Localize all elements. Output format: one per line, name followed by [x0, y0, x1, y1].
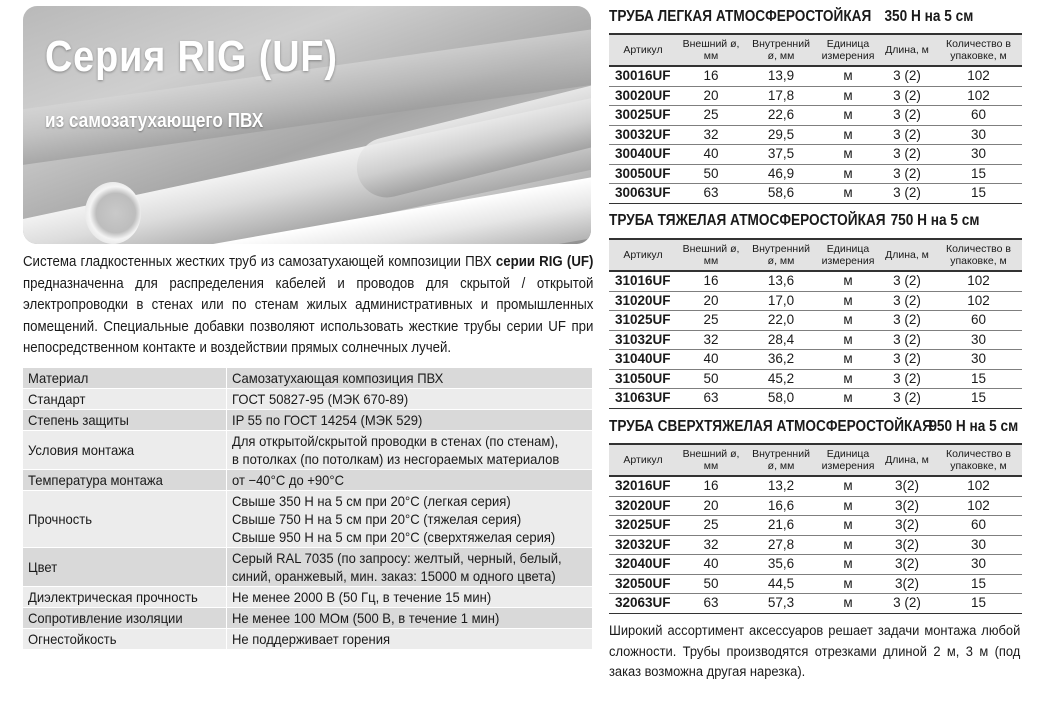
unit: м: [817, 184, 879, 204]
table-row: [609, 330, 1022, 350]
property-value: Серый RAL 7035 (по запросу: желтый, черный, белый, синий, оранжевый, мин. заказ: 15000 м одного цвета): [226, 548, 592, 587]
length: 3(2): [879, 476, 935, 496]
column-header: Длина, м: [879, 34, 935, 66]
inner-diameter: 21,6: [745, 516, 817, 536]
unit: м: [817, 555, 879, 575]
outer-diameter: 50: [677, 369, 745, 389]
inner-diameter: 13,2: [745, 476, 817, 496]
column-header: Длина, м: [879, 239, 935, 271]
table-row: [609, 574, 1022, 594]
unit: м: [817, 594, 879, 614]
package-quantity: 15: [935, 369, 1022, 389]
article-code: 31032UF: [609, 330, 677, 350]
table-header-row: [609, 34, 1022, 66]
column-header: Внешний ø, мм: [677, 444, 745, 476]
length: 3 (2): [879, 594, 935, 614]
article-code: 30040UF: [609, 145, 677, 165]
article-code: 32025UF: [609, 516, 677, 536]
property-row: [23, 587, 592, 608]
package-quantity: 102: [935, 271, 1022, 291]
light-pipe-table: [609, 33, 1022, 204]
article-code: 31020UF: [609, 291, 677, 311]
column-header: Внутренний ø, мм: [745, 444, 817, 476]
property-value: Не менее 2000 В (50 Гц, в течение 15 мин): [226, 587, 592, 608]
article-code: 32016UF: [609, 476, 677, 496]
length: 3 (2): [879, 389, 935, 409]
property-name: Цвет: [23, 548, 226, 587]
outer-diameter: 25: [677, 106, 745, 126]
outer-diameter: 20: [677, 496, 745, 516]
package-quantity: 30: [935, 350, 1022, 370]
article-code: 31050UF: [609, 369, 677, 389]
inner-diameter: 27,8: [745, 535, 817, 555]
heavy-pipe-table: [609, 238, 1022, 409]
unit: м: [817, 145, 879, 165]
column-header: Количество в упаковке, м: [935, 239, 1022, 271]
column-header: Длина, м: [879, 444, 935, 476]
outer-diameter: 20: [677, 291, 745, 311]
article-code: 32032UF: [609, 535, 677, 555]
unit: м: [817, 574, 879, 594]
article-code: 30025UF: [609, 106, 677, 126]
unit: м: [817, 516, 879, 536]
property-name: Стандарт: [23, 389, 226, 410]
outer-diameter: 32: [677, 125, 745, 145]
column-header: Единица измерения: [817, 239, 879, 271]
length: 3(2): [879, 535, 935, 555]
inner-diameter: 16,6: [745, 496, 817, 516]
outer-diameter: 40: [677, 350, 745, 370]
series-subtitle: из самозатухающего ПВХ: [45, 110, 264, 132]
accessories-note: Широкий ассортимент аксессуаров решает задачи монтажа любой сложности. Трубы производятся отрезками длиной 2 м, 3 м (под заказ возможна другая нарезка).: [609, 623, 1021, 680]
table-row: [609, 516, 1022, 536]
unit: м: [817, 369, 879, 389]
outer-diameter: 40: [677, 145, 745, 165]
article-code: 30063UF: [609, 184, 677, 204]
package-quantity: 15: [935, 389, 1022, 409]
property-row: [23, 629, 592, 650]
column-header: Внешний ø, мм: [677, 34, 745, 66]
outer-diameter: 25: [677, 311, 745, 331]
article-code: 31040UF: [609, 350, 677, 370]
article-code: 31063UF: [609, 389, 677, 409]
length: 3 (2): [879, 291, 935, 311]
table-row: [609, 125, 1022, 145]
property-row: [23, 608, 592, 629]
unit: м: [817, 311, 879, 331]
hero-image: [23, 6, 591, 244]
length: 3 (2): [879, 164, 935, 184]
unit: м: [817, 66, 879, 86]
package-quantity: 60: [935, 106, 1022, 126]
article-code: 32020UF: [609, 496, 677, 516]
package-quantity: 102: [935, 476, 1022, 496]
article-code: 32063UF: [609, 594, 677, 614]
load-rating: 350 Н на 5 см: [884, 8, 974, 25]
property-name: Прочность: [23, 491, 226, 548]
inner-diameter: 13,6: [745, 271, 817, 291]
unit: м: [817, 535, 879, 555]
table-row: [609, 350, 1022, 370]
inner-diameter: 29,5: [745, 125, 817, 145]
length: 3(2): [879, 496, 935, 516]
length: 3 (2): [879, 184, 935, 204]
length: 3 (2): [879, 86, 935, 106]
package-quantity: 15: [935, 164, 1022, 184]
package-quantity: 30: [935, 535, 1022, 555]
unit: м: [817, 106, 879, 126]
length: 3 (2): [879, 106, 935, 126]
package-quantity: 102: [935, 86, 1022, 106]
inner-diameter: 36,2: [745, 350, 817, 370]
article-code: 31025UF: [609, 311, 677, 331]
length: 3 (2): [879, 311, 935, 331]
pipe-end-graphic: [85, 182, 141, 244]
length: 3 (2): [879, 271, 935, 291]
length: 3(2): [879, 516, 935, 536]
unit: м: [817, 476, 879, 496]
property-value: Свыше 350 Н на 5 см при 20°С (легкая серия) Свыше 750 Н на 5 см при 20°С (тяжелая серия) Свыше 950 Н на 5 см при 20°С (сверхтяжелая серия): [226, 491, 592, 548]
unit: м: [817, 125, 879, 145]
table-row: [609, 66, 1022, 86]
column-header: Артикул: [609, 34, 677, 66]
inner-diameter: 37,5: [745, 145, 817, 165]
property-name: Диэлектрическая прочность: [23, 587, 226, 608]
inner-diameter: 17,0: [745, 291, 817, 311]
inner-diameter: 22,6: [745, 106, 817, 126]
package-quantity: 60: [935, 516, 1022, 536]
inner-diameter: 57,3: [745, 594, 817, 614]
inner-diameter: 58,0: [745, 389, 817, 409]
package-quantity: 30: [935, 330, 1022, 350]
inner-diameter: 28,4: [745, 330, 817, 350]
outer-diameter: 32: [677, 535, 745, 555]
inner-diameter: 35,6: [745, 555, 817, 575]
table-row: [609, 535, 1022, 555]
heavy-pipe-title: ТРУБА ТЯЖЕЛАЯ АТМОСФЕРОСТОЙКАЯ 750 Н на 5 см: [609, 212, 980, 229]
article-code: 30032UF: [609, 125, 677, 145]
property-value: Самозатухающая композиция ПВХ: [226, 368, 592, 389]
property-value: IP 55 по ГОСТ 14254 (МЭК 529): [226, 410, 592, 431]
extra-heavy-pipe-table: [609, 443, 1022, 614]
column-header: Внутренний ø, мм: [745, 239, 817, 271]
table-row: [609, 369, 1022, 389]
unit: м: [817, 291, 879, 311]
outer-diameter: 63: [677, 184, 745, 204]
property-row: [23, 470, 592, 491]
table-row: [609, 496, 1022, 516]
article-code: 30016UF: [609, 66, 677, 86]
inner-diameter: 44,5: [745, 574, 817, 594]
unit: м: [817, 496, 879, 516]
property-row: [23, 410, 592, 431]
property-value: Не поддерживает горения: [226, 629, 592, 650]
unit: м: [817, 164, 879, 184]
package-quantity: 60: [935, 311, 1022, 331]
outer-diameter: 16: [677, 476, 745, 496]
property-value: от −40°С до +90°С: [226, 470, 592, 491]
inner-diameter: 13,9: [745, 66, 817, 86]
property-row: [23, 389, 592, 410]
outer-diameter: 25: [677, 516, 745, 536]
length: 3 (2): [879, 350, 935, 370]
length: 3 (2): [879, 330, 935, 350]
length: 3(2): [879, 555, 935, 575]
length: 3(2): [879, 574, 935, 594]
outer-diameter: 16: [677, 271, 745, 291]
table-row: [609, 86, 1022, 106]
length: 3 (2): [879, 66, 935, 86]
table-row: [609, 555, 1022, 575]
light-pipe-title: ТРУБА ЛЕГКАЯ АТМОСФЕРОСТОЙКАЯ 350 Н на 5 см: [609, 8, 974, 25]
article-code: 30020UF: [609, 86, 677, 106]
column-header: Количество в упаковке, м: [935, 34, 1022, 66]
series-title: Серия RIG (UF): [45, 32, 338, 81]
property-value: ГОСТ 50827-95 (МЭК 670-89): [226, 389, 592, 410]
outer-diameter: 32: [677, 330, 745, 350]
load-rating: 950 Н на 5 см: [929, 418, 1019, 435]
package-quantity: 102: [935, 291, 1022, 311]
inner-diameter: 58,6: [745, 184, 817, 204]
length: 3 (2): [879, 369, 935, 389]
column-header: Единица измерения: [817, 34, 879, 66]
property-row: [23, 548, 592, 587]
table-row: [609, 145, 1022, 165]
outer-diameter: 63: [677, 389, 745, 409]
property-name: Температура монтажа: [23, 470, 226, 491]
table-row: [609, 106, 1022, 126]
length: 3 (2): [879, 145, 935, 165]
column-header: Количество в упаковке, м: [935, 444, 1022, 476]
table-header-row: [609, 444, 1022, 476]
package-quantity: 15: [935, 594, 1022, 614]
package-quantity: 15: [935, 574, 1022, 594]
unit: м: [817, 389, 879, 409]
unit: м: [817, 350, 879, 370]
package-quantity: 15: [935, 184, 1022, 204]
properties-table: [23, 367, 592, 649]
property-name: Огнестойкость: [23, 629, 226, 650]
property-name: Условия монтажа: [23, 431, 226, 470]
column-header: Внешний ø, мм: [677, 239, 745, 271]
outer-diameter: 16: [677, 66, 745, 86]
article-code: 32040UF: [609, 555, 677, 575]
inner-diameter: 22,0: [745, 311, 817, 331]
outer-diameter: 50: [677, 164, 745, 184]
inner-diameter: 46,9: [745, 164, 817, 184]
outer-diameter: 40: [677, 555, 745, 575]
column-header: Артикул: [609, 444, 677, 476]
table-row: [609, 311, 1022, 331]
outer-diameter: 20: [677, 86, 745, 106]
unit: м: [817, 271, 879, 291]
property-name: Сопротивление изоляции: [23, 608, 226, 629]
outer-diameter: 50: [677, 574, 745, 594]
column-header: Внутренний ø, мм: [745, 34, 817, 66]
property-row: [23, 431, 592, 470]
load-rating: 750 Н на 5 см: [890, 212, 980, 229]
unit: м: [817, 86, 879, 106]
article-code: 30050UF: [609, 164, 677, 184]
table-row: [609, 291, 1022, 311]
property-value: Для открытой/скрытой проводки в стенах (по стенам), в потолках (по потолкам) из несгораемых материалов: [226, 431, 592, 470]
package-quantity: 30: [935, 145, 1022, 165]
table-row: [609, 271, 1022, 291]
inner-diameter: 45,2: [745, 369, 817, 389]
property-row: [23, 368, 592, 389]
unit: м: [817, 330, 879, 350]
article-code: 32050UF: [609, 574, 677, 594]
outer-diameter: 63: [677, 594, 745, 614]
column-header: Единица измерения: [817, 444, 879, 476]
series-name-bold: серии RIG (UF): [495, 254, 594, 270]
package-quantity: 30: [935, 555, 1022, 575]
package-quantity: 102: [935, 66, 1022, 86]
table-row: [609, 594, 1022, 614]
package-quantity: 30: [935, 125, 1022, 145]
property-name: Степень защиты: [23, 410, 226, 431]
table-header-row: [609, 239, 1022, 271]
property-name: Материал: [23, 368, 226, 389]
package-quantity: 102: [935, 496, 1022, 516]
table-row: [609, 184, 1022, 204]
column-header: Артикул: [609, 239, 677, 271]
length: 3 (2): [879, 125, 935, 145]
property-value: Не менее 100 МОм (500 В, в течение 1 мин): [226, 608, 592, 629]
table-row: [609, 389, 1022, 409]
table-row: [609, 476, 1022, 496]
property-row: [23, 491, 592, 548]
table-row: [609, 164, 1022, 184]
inner-diameter: 17,8: [745, 86, 817, 106]
description-paragraph: Система гладкостенных жестких труб из самозатухающей композиции ПВХ серии RIG (UF) предназначенна для распределения кабелей и проводов для скрытой / открытой электропроводки в стенах или по стенам жилых административных и промышленных помещений. Специальные добавки позволяют использовать жесткие трубы серии UF при непосредственном контакте и воздействии прямых солнечных лучей.: [23, 254, 594, 356]
extra-heavy-pipe-title: ТРУБА СВЕРХТЯЖЕЛАЯ АТМОСФЕРОСТОЙКАЯ 950 Н на 5 см: [609, 418, 1019, 435]
article-code: 31016UF: [609, 271, 677, 291]
